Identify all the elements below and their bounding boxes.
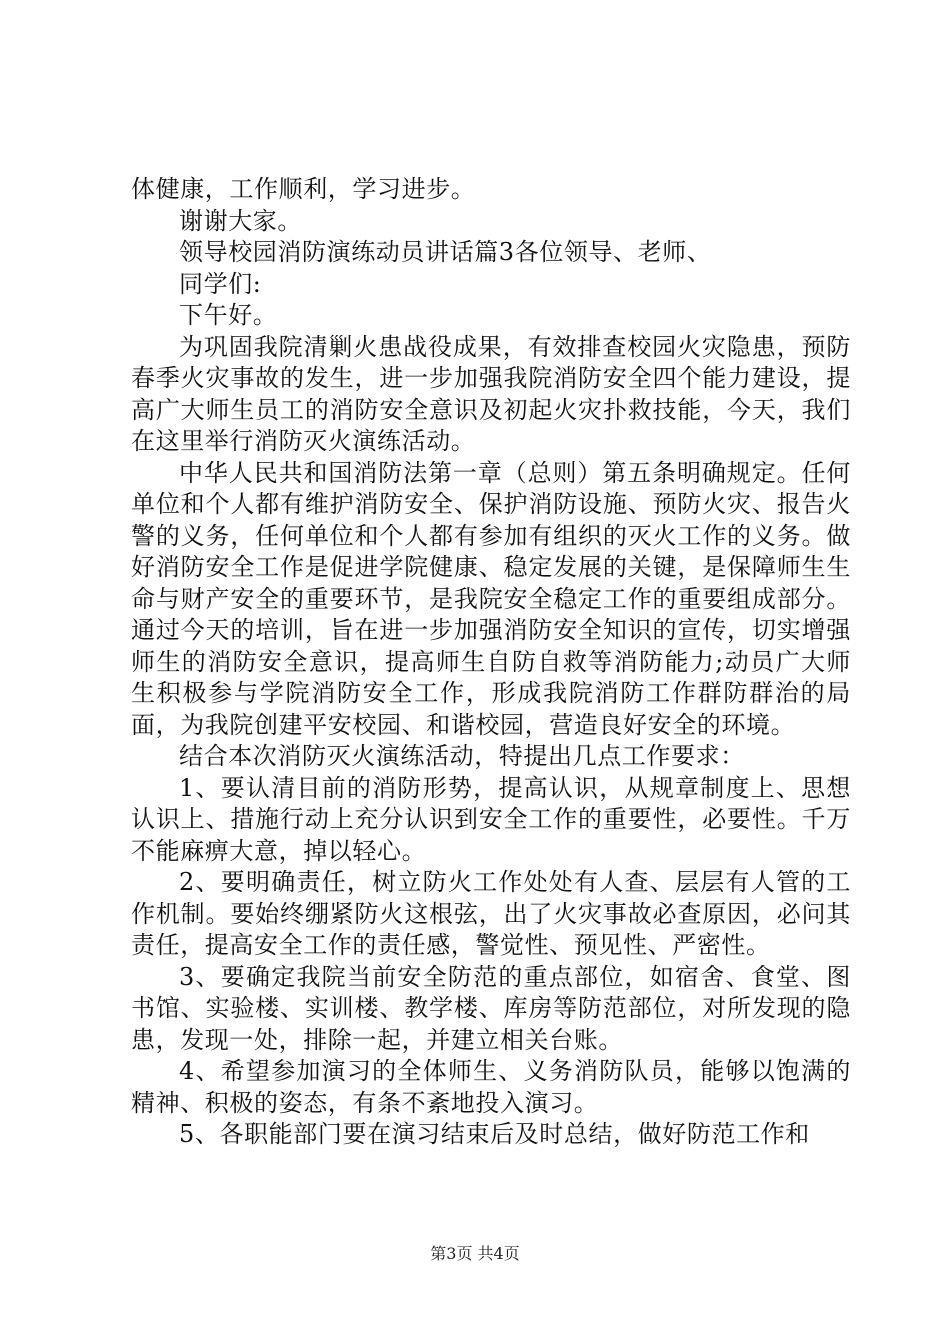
paragraph-13: 5、各职能部门要在演习结束后及时总结，做好防范工作和 — [179, 1120, 810, 1148]
document-body — [131, 174, 851, 1151]
page-footer-number: 第3页 共4页 — [430, 1244, 520, 1263]
paragraph-11: 3、要确定我院当前安全防范的重点部位，如宿舍、食堂、图书馆、实验楼、实训楼、教学楼、库房等防范部位，对所发现的隐患，发现一处，排除一起，并建立相关台账。 — [131, 962, 851, 1054]
paragraph-2: 谢谢大家。 — [179, 206, 302, 235]
paragraph-4: 同学们: — [179, 269, 262, 298]
paragraph-9: 1、要认清目前的消防形势，提高认识，从规章制度上、思想认识上、措施行动上充分认识到安全工作的重要性，必要性。千万不能麻痹大意，掉以轻心。 — [131, 773, 851, 865]
paragraph-12: 4、希望参加演习的全体师生、义务消防队员，能够以饱满的精神、积极的姿态，有条不紊地投入演习。 — [131, 1057, 851, 1117]
paragraph-10: 2、要明确责任，树立防火工作处处有人查、层层有人管的工作机制。要始终绷紧防火这根弦，出了火灾事故必查原因，必问其责任，提高安全工作的责任感，警觉性、预见性、严密性。 — [131, 868, 851, 959]
paragraph-5: 下午好。 — [179, 301, 278, 329]
paragraph-1: 体健康，工作顺利，学习进步。 — [131, 175, 476, 203]
paragraph-8: 结合本次消防灭火演练活动，特提出几点工作要求： — [179, 742, 745, 770]
paragraph-7: 中华人民共和国消防法第一章（总则）第五条明确规定。任何单位和个人都有维护消防安全、保护消防设施、预防火灾、报告火警的义务，任何单位和个人都有参加有组织的灭火工作的义务。做好消防安全工作是促进学院健康、稳定发展的关键，是保障师生生命与财产安全的重要环节，是我院安全稳定工作的重要组成部分。通过今天的培训，旨在进一步加强消防安全知识的宣传，切实增强师生的消防安全意识，提高师生自防自救等消防能力;动员广大师生积极参与学院消防安全工作，形成我院消防工作群防群治的局面，为我院创建平安校园、和谐校园，营造良好安全的环境。 — [131, 458, 851, 739]
paragraph-3: 领导校园消防演练动员讲话篇3各位领导、老师、 — [179, 238, 712, 266]
paragraph-6: 为巩固我院清剿火患战役成果，有效排查校园火灾隐患，预防春季火灾事故的发生，进一步加强我院消防安全四个能力建设，提高广大师生员工的消防安全意识及初起火灾扑救技能，今天，我们在这里举行消防灭火演练活动。 — [131, 332, 851, 455]
